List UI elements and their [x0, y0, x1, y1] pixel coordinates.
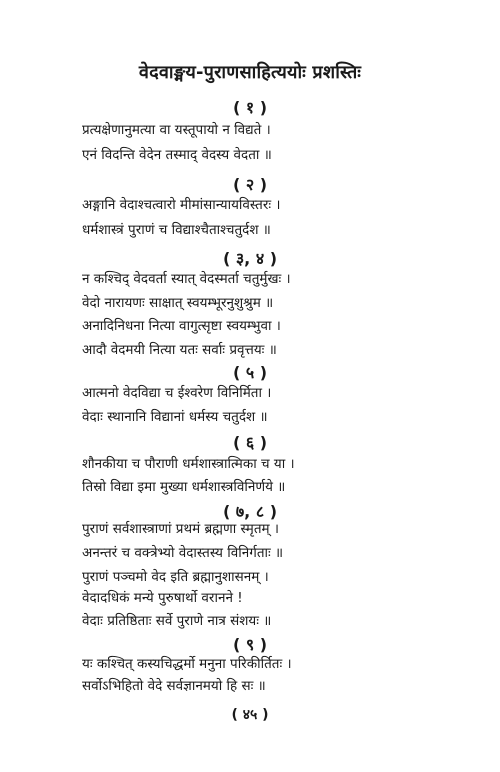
verse-line: प्रत्यक्षेणानुमत्या वा यस्तूपायो न विद्यते ।	[82, 122, 271, 138]
verse-line: वेदाः स्थानानि विद्यानां धर्मस्य चतुर्दश ॥	[82, 409, 268, 425]
section-number-2: ( २ )	[232, 175, 268, 194]
section-number-5: ( ५ )	[232, 363, 268, 382]
verse-line: आत्मनो वेदविद्या च ईश्वरेण विनिर्मिता ।	[82, 385, 272, 401]
verse-line: आदौ वेदमयी नित्या यतः सर्वाः प्रवृत्तयः ॥	[82, 342, 277, 358]
verse-line: वेदो नारायणः साक्षात् स्वयम्भूरनुशुश्रुम ॥	[82, 295, 274, 311]
verse-line: वेदाः प्रतिष्ठिताः सर्वे पुराणे नात्र संशयः ॥	[82, 613, 272, 629]
verse-line: अनन्तरं च वक्त्रेभ्यो वेदास्तस्य विनिर्गताः ॥	[82, 545, 284, 561]
page-title: वेदवाङ्मय-पुराणसाहित्ययोः प्रशस्तिः	[138, 62, 362, 83]
verse-line: वेदादधिकं मन्ये पुरुषार्थो वरानने !	[82, 590, 243, 606]
page-number: ( ४५ )	[231, 707, 269, 723]
verse-line: न कश्चिद् वेदवर्ता स्यात् वेदस्मर्ता चतुर्मुखः ।	[82, 271, 291, 287]
verse-line: अनादिनिधना नित्या वागुत्सृष्टा स्वयम्भुवा ।	[82, 318, 281, 334]
section-number-7-8: ( ७, ८ )	[222, 502, 278, 521]
verse-line: सर्वोऽभिहितो वेदे सर्वज्ञानमयो हि सः ॥	[82, 678, 266, 694]
section-number-1: ( १ )	[232, 98, 268, 117]
section-number-9: ( ९ )	[232, 635, 268, 654]
verse-line: धर्मशास्त्रं पुराणं च विद्याश्चैताश्चतुर्दश ॥	[82, 222, 271, 238]
verse-line: शौनकीया च पौराणी धर्मशास्त्रात्मिका च या ।	[82, 456, 295, 472]
section-number-3-4: ( ३, ४ )	[222, 249, 278, 268]
verse-line: एनं विदन्ति वेदेन तस्माद् वेदस्य वेदता ॥	[82, 147, 272, 163]
verse-line: तिस्रो विद्या इमा मुख्या धर्मशास्त्रविनिर्णये ॥	[82, 479, 286, 495]
verse-line: पुराणं पञ्चमो वेद इति ब्रह्मानुशासनम् ।	[82, 569, 269, 585]
verse-line: यः कश्चित् कस्यचिद्धर्मो मनुना परिकीर्तितः ।	[82, 656, 292, 672]
verse-line: पुराणं सर्वशास्त्राणां प्रथमं ब्रह्मणा स्मृतम् ।	[82, 521, 280, 537]
section-number-6: ( ६ )	[232, 433, 268, 452]
verse-line: अङ्गानि वेदाश्चत्वारो मीमांसान्यायविस्तरः ।	[82, 197, 281, 213]
